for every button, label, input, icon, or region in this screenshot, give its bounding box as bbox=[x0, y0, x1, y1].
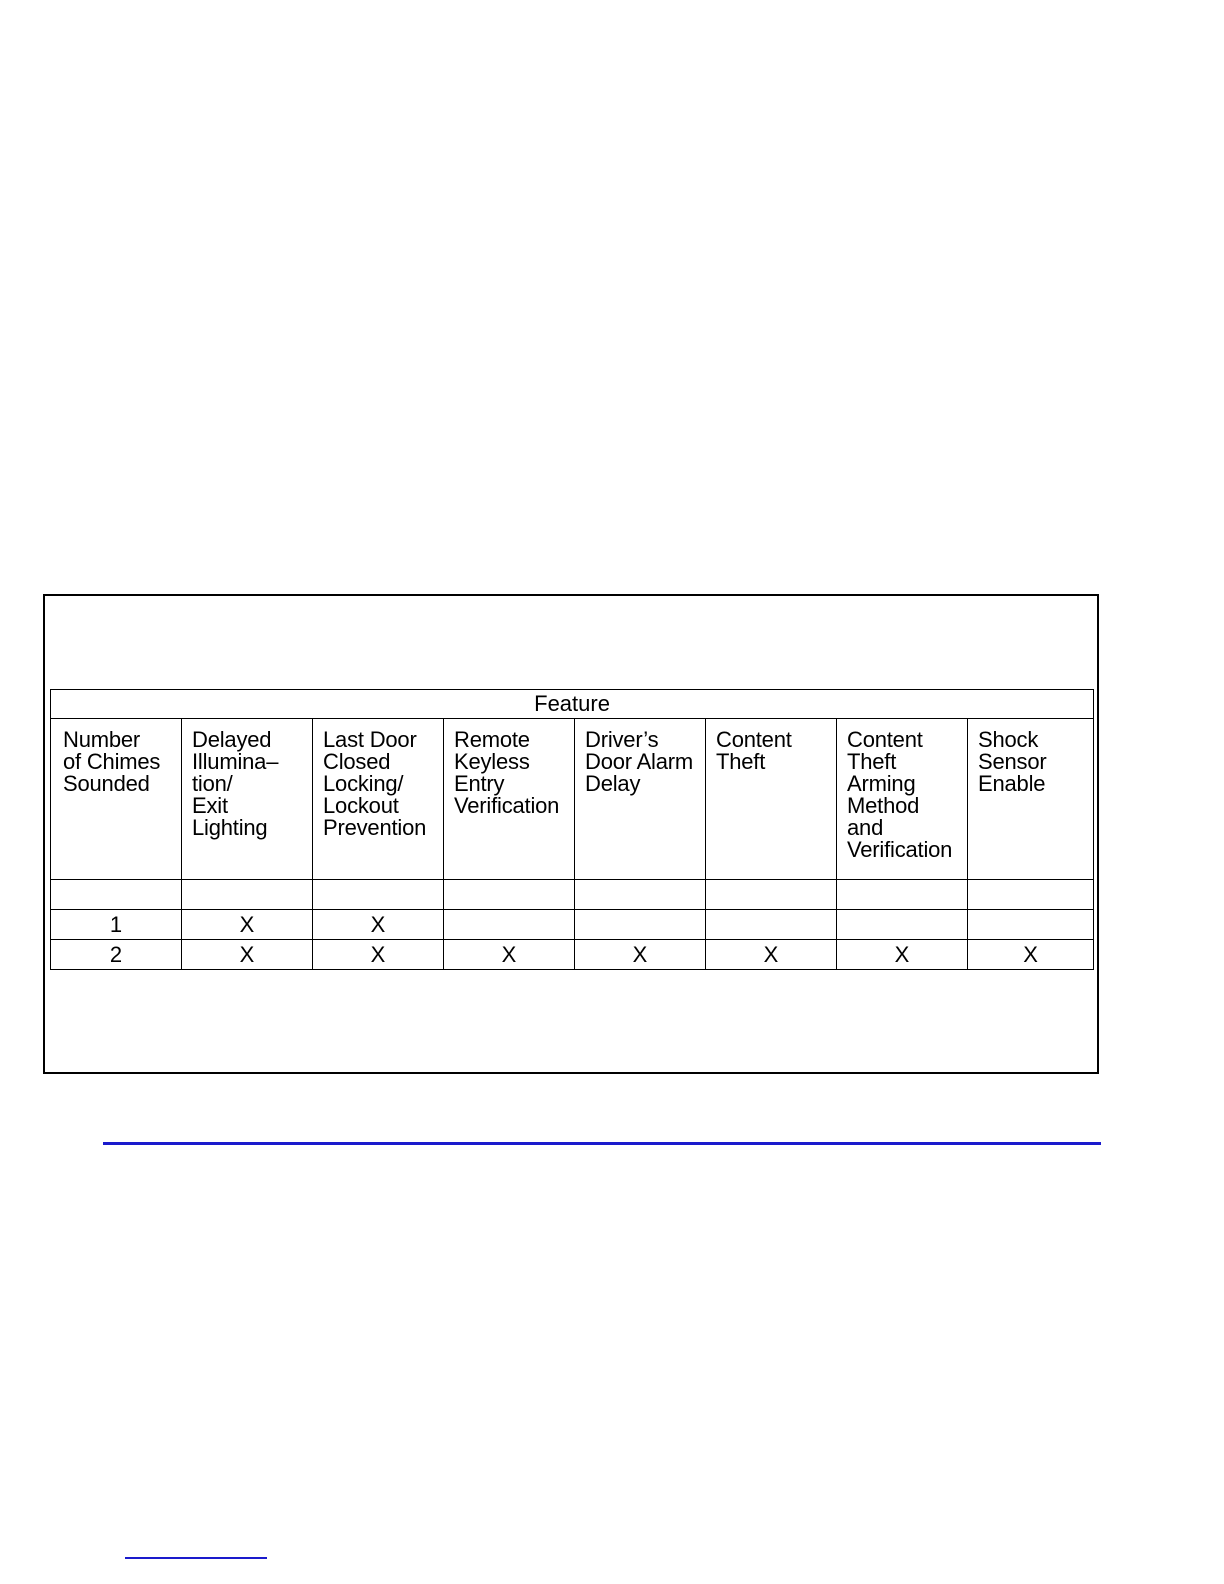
chime-feature-table bbox=[50, 689, 1094, 970]
section-divider bbox=[103, 1142, 1101, 1145]
table-cell: X bbox=[313, 910, 444, 940]
table-cell: 2 bbox=[51, 940, 182, 970]
table-cell bbox=[444, 880, 575, 910]
table-cell: X bbox=[837, 940, 968, 970]
table-cell bbox=[837, 880, 968, 910]
table-cell: X bbox=[313, 940, 444, 970]
table-cell bbox=[575, 880, 706, 910]
table-cell: X bbox=[182, 910, 313, 940]
table-row bbox=[51, 910, 1094, 940]
table-cell bbox=[313, 880, 444, 910]
column-header-content-theft-arming: Content Theft Arming Method and Verification bbox=[837, 719, 968, 880]
column-header-shock-sensor: Shock Sensor Enable bbox=[968, 719, 1094, 880]
table-cell: X bbox=[968, 940, 1094, 970]
footer-link-underline[interactable] bbox=[125, 1557, 267, 1559]
column-header-drivers-door-alarm: Driver’s Door Alarm Delay bbox=[575, 719, 706, 880]
column-header-last-door-closed-locking: Last Door Closed Locking/ Lockout Prevention bbox=[313, 719, 444, 880]
table-cell bbox=[706, 910, 837, 940]
table-cell: X bbox=[182, 940, 313, 970]
table-row bbox=[51, 940, 1094, 970]
table-row bbox=[51, 880, 1094, 910]
table-cell bbox=[968, 880, 1094, 910]
table-cell bbox=[182, 880, 313, 910]
column-header-delayed-illumination: Delayed Illumina– tion/ Exit Lighting bbox=[182, 719, 313, 880]
table-cell bbox=[837, 910, 968, 940]
column-header-row bbox=[51, 719, 1094, 880]
table-cell bbox=[444, 910, 575, 940]
table-cell: X bbox=[444, 940, 575, 970]
table-cell bbox=[51, 880, 182, 910]
table-cell bbox=[575, 910, 706, 940]
column-header-content-theft: Content Theft bbox=[706, 719, 837, 880]
feature-heading: Feature bbox=[51, 690, 1094, 719]
column-header-remote-keyless-entry: Remote Keyless Entry Verification bbox=[444, 719, 575, 880]
table-cell bbox=[706, 880, 837, 910]
table-cell bbox=[968, 910, 1094, 940]
table-cell: X bbox=[706, 940, 837, 970]
column-header-chimes: Number of Chimes Sounded bbox=[51, 719, 182, 880]
table-cell: 1 bbox=[51, 910, 182, 940]
table-cell: X bbox=[575, 940, 706, 970]
